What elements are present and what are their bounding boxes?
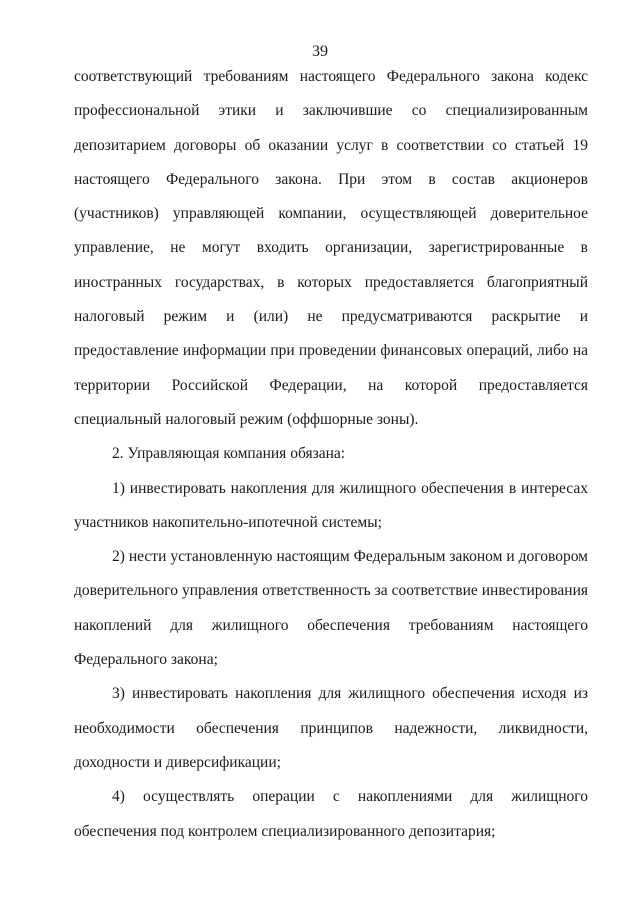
document-body: [74, 60, 588, 849]
paragraph-item-1: 1) инвестировать накопления для жилищного обеспечения в интересах участников накопительно-ипотечной системы;: [74, 479, 588, 531]
paragraph-section-heading: 2. Управляющая компания обязана:: [112, 445, 346, 463]
paragraph-item-2: 2) нести установленную настоящим Федеральным законом и договором доверительного управления ответственность за соответствие инвестирования накоплений для жилищного обеспечения требованиям настоящего Федерального закона;: [74, 548, 588, 669]
paragraph-item-3: 3) инвестировать накопления для жилищного обеспечения исходя из необходимости обеспечения принципов надежности, ликвидности, доходности и диверсификации;: [74, 685, 588, 771]
paragraph-item-4: 4) осуществлять операции с накоплениями для жилищного обеспечения под контролем специализированного депозитария;: [74, 788, 588, 840]
paragraph-continuation: соответствующий требованиям настоящего Федерального закона кодекс профессиональной этики и заключившие со специализированным депозитарием договоры об оказании услуг в соответствии со статьей 19 настоящего Федерального закона. При этом в состав акционеров (участников) управляющей компании, осуществляющей доверительное управление, не могут входить организации, зарегистрированные в иностранных государствах, в которых предоставляется благоприятный налоговый режим и (или) не предусматриваются раскрытие и предоставление информации при проведении финансовых операций, либо на территории Российской Федерации, на которой предоставляется специальный налоговый режим (оффшорные зоны).: [74, 68, 588, 428]
page-number: 39: [312, 43, 328, 60]
